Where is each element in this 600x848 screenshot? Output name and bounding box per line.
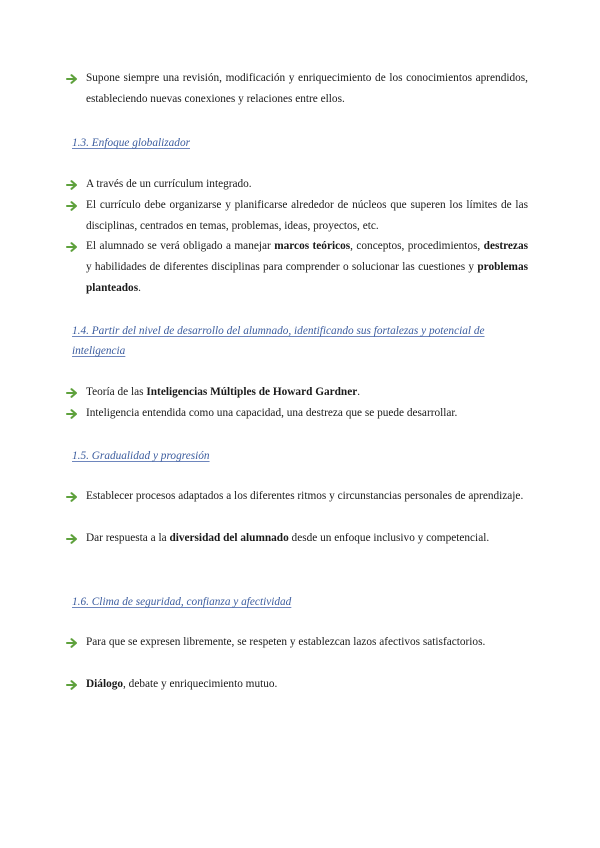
- arrow-right-icon: [66, 195, 80, 216]
- text-run: Establecer procesos adaptados a los diferentes ritmos y circunstancias personales de aprendizaje.: [86, 490, 524, 502]
- arrow-right-icon: [66, 174, 80, 195]
- arrow-right-icon: [66, 236, 80, 257]
- section-heading-1-4: 1.4. Partir del nivel de desarrollo del alumnado, identificando sus fortalezas y potencial de inteligencia: [72, 325, 485, 357]
- text-run: y habilidades de diferentes disciplinas para comprender o solucionar las cuestiones y: [86, 261, 478, 273]
- list-item: [86, 236, 528, 299]
- arrow-right-icon: [66, 486, 80, 507]
- list-item: [86, 174, 528, 195]
- arrow-right-icon: [66, 674, 80, 695]
- text-run: Para que se expresen libremente, se respeten y establezcan lazos afectivos satisfactorios.: [86, 636, 486, 648]
- list-item-text: [86, 403, 528, 424]
- bold-term: diversidad del alumnado: [169, 532, 289, 544]
- text-run: Inteligencia entendida como una capacidad, una destreza que se puede desarrollar.: [86, 407, 458, 419]
- bold-term: problemas planteados: [86, 261, 528, 294]
- text-run: El alumnado se verá obligado a manejar: [86, 240, 275, 252]
- list-item: [86, 674, 528, 695]
- bold-term: Diálogo: [86, 678, 124, 690]
- bold-term: Inteligencias Múltiples de Howard Gardner: [146, 386, 358, 398]
- list-item: [86, 632, 528, 653]
- section-heading-1-3: 1.3. Enfoque globalizador: [72, 137, 190, 149]
- list-item-text: [86, 236, 528, 299]
- list-item: [86, 382, 528, 403]
- text-run: A través de un currículum integrado.: [86, 178, 252, 190]
- list-item: [86, 195, 528, 237]
- arrow-right-icon: [66, 403, 80, 424]
- list-item: [86, 403, 528, 424]
- list-item: [86, 486, 528, 507]
- text-run: Teoría de las: [86, 386, 147, 398]
- text-run: desde un enfoque inclusivo y competencial.: [288, 532, 490, 544]
- list-item-text: [86, 528, 528, 549]
- arrow-right-icon: [66, 68, 80, 89]
- text-run: Supone siempre una revisión, modificación y enriquecimiento de los conocimientos aprendidos, estableciendo nuevas conexiones y relaciones entre ellos.: [86, 72, 528, 105]
- list-item-text: [86, 174, 528, 195]
- bold-term: marcos teóricos: [274, 240, 351, 252]
- arrow-right-icon: [66, 632, 80, 653]
- list-item-text: [86, 632, 528, 653]
- list-item: [86, 68, 528, 110]
- text-run: , debate y enriquecimiento mutuo.: [123, 678, 278, 690]
- list-item: [86, 528, 528, 549]
- list-item-text: [86, 486, 528, 507]
- arrow-right-icon: [66, 382, 80, 403]
- list-item-text: [86, 674, 528, 695]
- section-heading-1-5: 1.5. Gradualidad y progresión: [72, 450, 210, 462]
- arrow-right-icon: [66, 528, 80, 549]
- text-run: El currículo debe organizarse y planificarse alrededor de núcleos que superen los límites de las disciplinas, centrados en temas, problemas, ideas, proyectos, etc.: [86, 199, 528, 232]
- text-run: .: [138, 282, 141, 294]
- text-run: , conceptos, procedimientos,: [350, 240, 484, 252]
- list-item-text: [86, 382, 528, 403]
- text-run: Dar respuesta a la: [86, 532, 170, 544]
- bold-term: destrezas: [483, 240, 528, 252]
- list-item-text: [86, 68, 528, 110]
- section-heading-1-6: 1.6. Clima de seguridad, confianza y afectividad: [72, 596, 292, 608]
- list-item-text: [86, 195, 528, 237]
- text-run: .: [357, 386, 361, 398]
